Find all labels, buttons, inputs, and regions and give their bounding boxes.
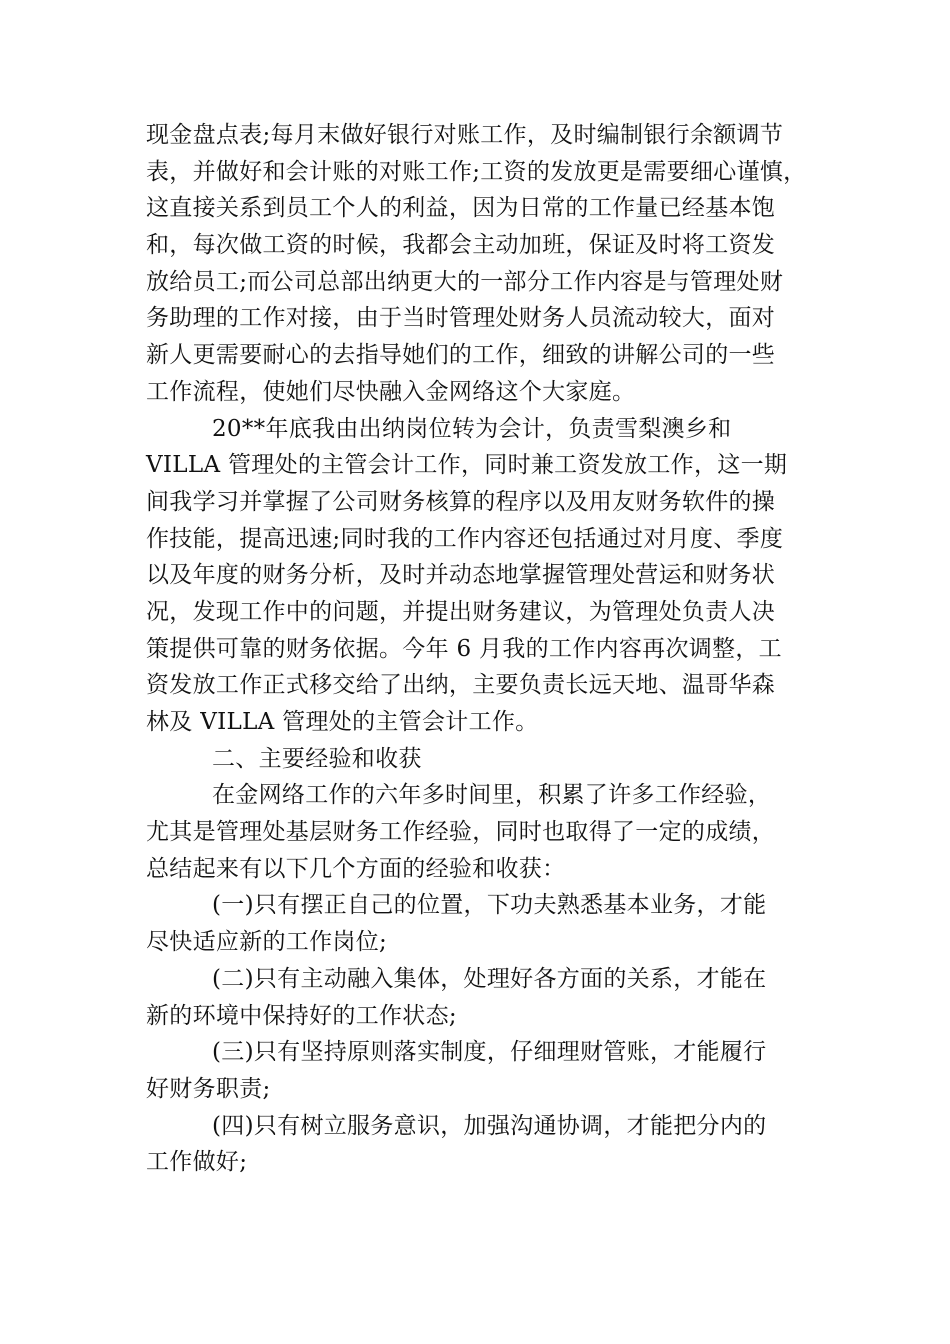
document-body [146, 117, 826, 1181]
text-line: 放给员工;而公司总部出纳更大的一部分工作内容是与管理处财 [146, 268, 784, 295]
text-line: 好财务职责; [146, 1075, 271, 1102]
text-line: 新的环境中保持好的工作状态; [146, 1002, 457, 1029]
text-line: 尤其是管理处基层财务工作经验，同时也取得了一定的成绩， [146, 819, 776, 846]
text-line: 在金网络工作的六年多时间里，积累了许多工作经验， [212, 782, 772, 809]
text-line: 和，每次做工资的时候，我都会主动加班，保证及时将工资发 [146, 232, 776, 259]
text-line: 新人更需要耐心的去指导她们的工作，细致的讲解公司的一些 [146, 342, 776, 369]
text-line: 总结起来有以下几个方面的经验和收获： [146, 855, 566, 882]
text-line: (一)只有摆正自己的位置，下功夫熟悉基本业务，才能 [212, 892, 767, 919]
text-line: 工作做好; [146, 1149, 248, 1176]
text-line: 林及 VILLA 管理处的主管会计工作。 [146, 709, 539, 735]
text-line: 策提供可靠的财务依据。今年 6 月我的工作内容再次调整，工 [146, 635, 782, 662]
text-line: 以及年度的财务分析，及时并动态地掌握管理处营运和财务状 [146, 562, 776, 589]
text-line: 二、主要经验和收获 [212, 745, 422, 772]
text-line: 这直接关系到员工个人的利益，因为日常的工作量已经基本饱 [146, 195, 776, 222]
text-line: 现金盘点表;每月末做好银行对账工作，及时编制银行余额调节 [146, 122, 784, 148]
text-line: (四)只有树立服务意识，加强沟通协调，才能把分内的 [212, 1112, 767, 1139]
text-line: 表，并做好和会计账的对账工作;工资的发放更是需要细心谨慎， [146, 158, 807, 185]
text-line: 资发放工作正式移交给了出纳，主要负责长远天地、温哥华森 [146, 672, 776, 699]
text-line: 间我学习并掌握了公司财务核算的程序以及用友财务软件的操 [146, 488, 776, 515]
text-line: 况，发现工作中的问题，并提出财务建议，为管理处负责人决 [146, 598, 776, 625]
text-line: 20**年底我由出纳岗位转为会计，负责雪梨澳乡和 [212, 415, 732, 442]
text-line: 工作流程，使她们尽快融入金网络这个大家庭。 [146, 378, 636, 405]
text-line: (三)只有坚持原则落实制度，仔细理财管账，才能履行 [212, 1039, 767, 1066]
text-line: VILLA 管理处的主管会计工作，同时兼工资发放工作，这一期 [146, 452, 788, 479]
text-line: 尽快适应新的工作岗位; [146, 929, 388, 956]
text-line: (二)只有主动融入集体，处理好各方面的关系，才能在 [212, 965, 767, 992]
text-line: 作技能，提高迅速;同时我的工作内容还包括通过对月度、季度 [146, 525, 784, 552]
text-line: 务助理的工作对接，由于当时管理处财务人员流动较大，面对 [146, 305, 776, 332]
